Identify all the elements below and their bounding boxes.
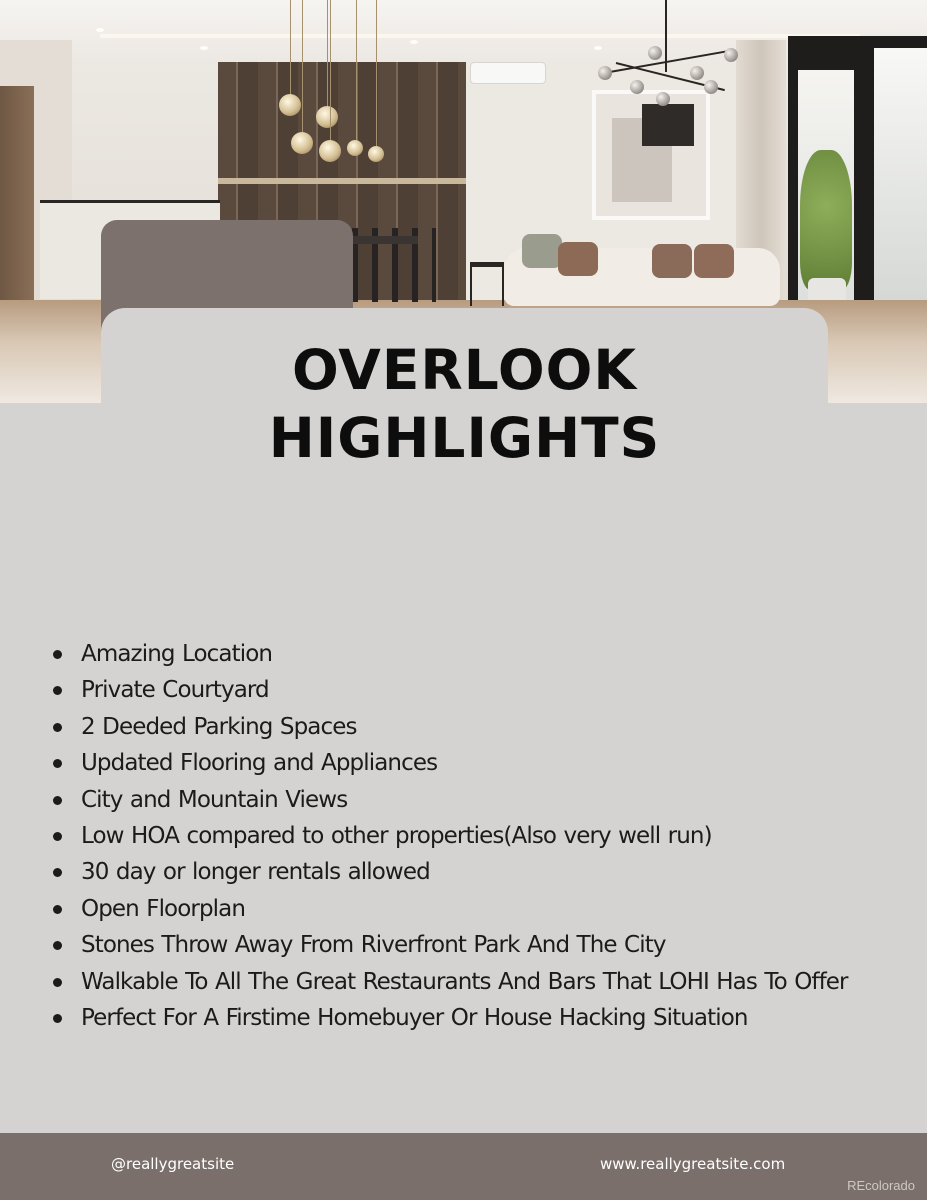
highlight-item: Walkable To All The Great Restaurants And Bars That LOHI Has To Offer [44, 964, 900, 1000]
wooden-door [0, 86, 34, 326]
highlight-item: Stones Throw Away From Riverfront Park And The City [44, 927, 900, 963]
pendant-light-icon [316, 106, 338, 128]
bar-shelf [218, 178, 466, 184]
pendant-light-icon [319, 140, 341, 162]
downlight [410, 40, 418, 44]
pendant-cord [356, 0, 357, 142]
pendant-light-icon [291, 132, 313, 154]
chandelier-bulb-icon [724, 48, 738, 62]
highlight-item: Low HOA compared to other properties(Also very well run) [44, 818, 900, 854]
chandelier-bulb-icon [630, 80, 644, 94]
pendant-light-icon [279, 94, 301, 116]
side-table [470, 262, 504, 306]
pendant-light-icon [368, 146, 384, 162]
wall-art-block [642, 104, 694, 146]
potted-plant-icon [800, 150, 852, 290]
highlight-item: Perfect For A Firstime Homebuyer Or House Hacking Situation [44, 1000, 900, 1036]
highlight-item: 2 Deeded Parking Spaces [44, 709, 900, 745]
chandelier-bulb-icon [704, 80, 718, 94]
highlight-item: Updated Flooring and Appliances [44, 745, 900, 781]
pendant-cord [376, 0, 377, 148]
pendant-cord [290, 0, 291, 96]
highlights-list [44, 636, 900, 1036]
downlight [594, 46, 602, 50]
page-title [101, 336, 828, 472]
highlight-item: Amazing Location [44, 636, 900, 672]
downlight [96, 28, 104, 32]
page-title-line-1: OVERLOOK [292, 338, 637, 402]
website-link[interactable]: www.reallygreatsite.com [600, 1155, 786, 1173]
watermark: REcolorado [847, 1178, 915, 1193]
highlight-item: Private Courtyard [44, 672, 900, 708]
pendant-light-icon [347, 140, 363, 156]
sofa-pillow [694, 244, 734, 278]
chandelier-bulb-icon [648, 46, 662, 60]
pendant-cord [327, 0, 328, 108]
sofa-pillow [522, 234, 562, 268]
chandelier-bulb-icon [656, 92, 670, 106]
air-conditioner [470, 62, 546, 84]
dining-table [352, 236, 418, 244]
highlight-item: 30 day or longer rentals allowed [44, 854, 900, 890]
sofa-pillow [652, 244, 692, 278]
highlight-item: City and Mountain Views [44, 782, 900, 818]
ceiling-cove-light [100, 34, 860, 38]
pendant-cord [302, 0, 303, 134]
highlight-item: Open Floorplan [44, 891, 900, 927]
social-handle-link[interactable]: @reallygreatsite [111, 1155, 235, 1173]
chandelier-bulb-icon [598, 66, 612, 80]
pendant-cord [330, 0, 331, 142]
downlight [200, 46, 208, 50]
page-title-line-2: HIGHLIGHTS [268, 406, 661, 470]
sofa-pillow [558, 242, 598, 276]
chandelier-bulb-icon [690, 66, 704, 80]
